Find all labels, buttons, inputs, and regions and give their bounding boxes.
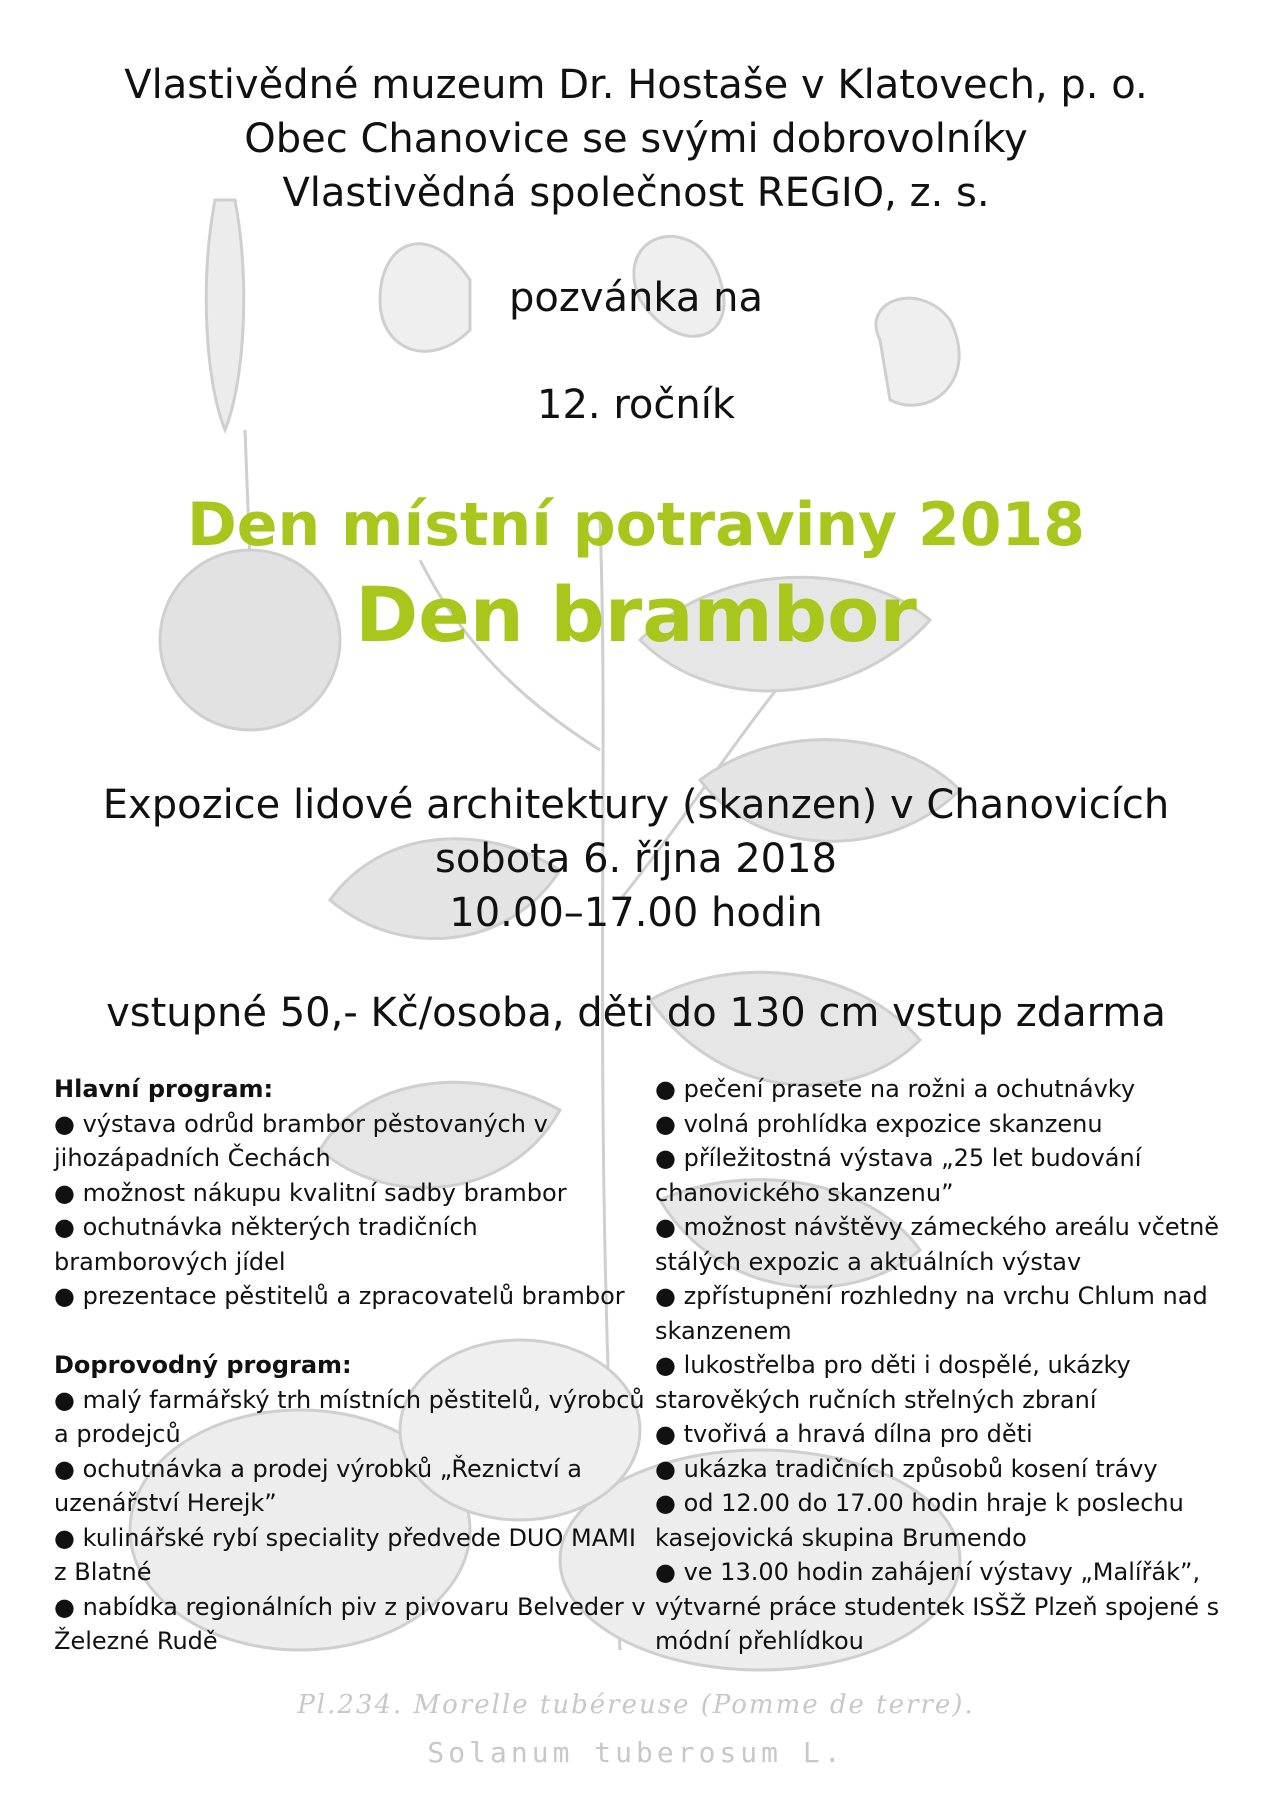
list-item: ● příležitostná výstava „25 let budování chanovického skanzenu”: [655, 1141, 1235, 1210]
program-right-column: [655, 1072, 1235, 1659]
main-program-heading: Hlavní program:: [54, 1075, 274, 1103]
organizer-society: Vlastivědná společnost REGIO, z. s.: [282, 170, 990, 216]
list-item: ● volná prohlídka expozice skanzenu: [655, 1107, 1235, 1142]
venue-date: sobota 6. října 2018: [434, 836, 837, 882]
list-item: ● výstava odrůd brambor pěstovaných v jihozápadních Čechách: [54, 1107, 654, 1176]
list-item: ● lukostřelba pro děti i dospělé, ukázky starověkých ručních střelných zbraní: [655, 1348, 1235, 1417]
organizer-village: Obec Chanovice se svými dobrovolníky: [244, 116, 1028, 162]
list-item: ● kulinářské rybí speciality předvede DUO MAMI z Blatné: [54, 1521, 654, 1590]
spacer: [54, 1314, 654, 1349]
event-subtitle: Den brambor: [355, 570, 917, 659]
venue-place: Expozice lidové architektury (skanzen) v Chanovicích: [102, 782, 1170, 828]
species-caption: Solanum tuberosum L.: [427, 1736, 845, 1769]
invitation-text: pozvánka na: [509, 275, 763, 321]
list-item: ● nabídka regionálních piv z pivovaru Belveder v Železné Rudě: [54, 1590, 654, 1659]
organizer-museum: Vlastivědné muzeum Dr. Hostaše v Klatovech, p. o.: [124, 62, 1148, 108]
list-item: ● prezentace pěstitelů a zpracovatelů brambor: [54, 1279, 654, 1314]
list-item: ● ochutnávka některých tradičních bramborových jídel: [54, 1210, 654, 1279]
list-item: ● možnost návštěvy zámeckého areálu včetně stálých expozic a aktuálních výstav: [655, 1210, 1235, 1279]
venue-block: [0, 778, 1272, 940]
list-item: ● ochutnávka a prodej výrobků „Řeznictví a uzenářství Herejk”: [54, 1452, 654, 1521]
admission-info: vstupné 50,- Kč/osoba, děti do 130 cm vstup zdarma: [106, 990, 1166, 1036]
list-item: ● malý farmářský trh místních pěstitelů, výrobců a prodejců: [54, 1383, 654, 1452]
list-item: ● tvořivá a hravá dílna pro děti: [655, 1417, 1235, 1452]
venue-time: 10.00–17.00 hodin: [449, 890, 823, 936]
list-item: ● zpřístupnění rozhledny na vrchu Chlum nad skanzenem: [655, 1279, 1235, 1348]
organizers-block: [0, 58, 1272, 220]
list-item: ● možnost nákupu kvalitní sadby brambor: [54, 1176, 654, 1211]
edition-text: 12. ročník: [537, 382, 735, 428]
list-item: ● od 12.00 do 17.00 hodin hraje k poslechu kasejovická skupina Brumendo: [655, 1486, 1235, 1555]
plate-caption: Pl.234. Morelle tubéreuse (Pomme de terre).: [297, 1690, 975, 1720]
list-item: ● pečení prasete na rožni a ochutnávky: [655, 1072, 1235, 1107]
program-left-column: [54, 1072, 654, 1659]
list-item: ● ukázka tradičních způsobů kosení trávy: [655, 1452, 1235, 1487]
event-title: Den místní potraviny 2018: [186, 490, 1086, 560]
list-item: ● ve 13.00 hodin zahájení výstavy „Malířák”, výtvarné práce studentek ISŠŽ Plzeň spojené s módní přehlídkou: [655, 1555, 1235, 1659]
side-program-heading: Doprovodný program:: [54, 1351, 352, 1379]
